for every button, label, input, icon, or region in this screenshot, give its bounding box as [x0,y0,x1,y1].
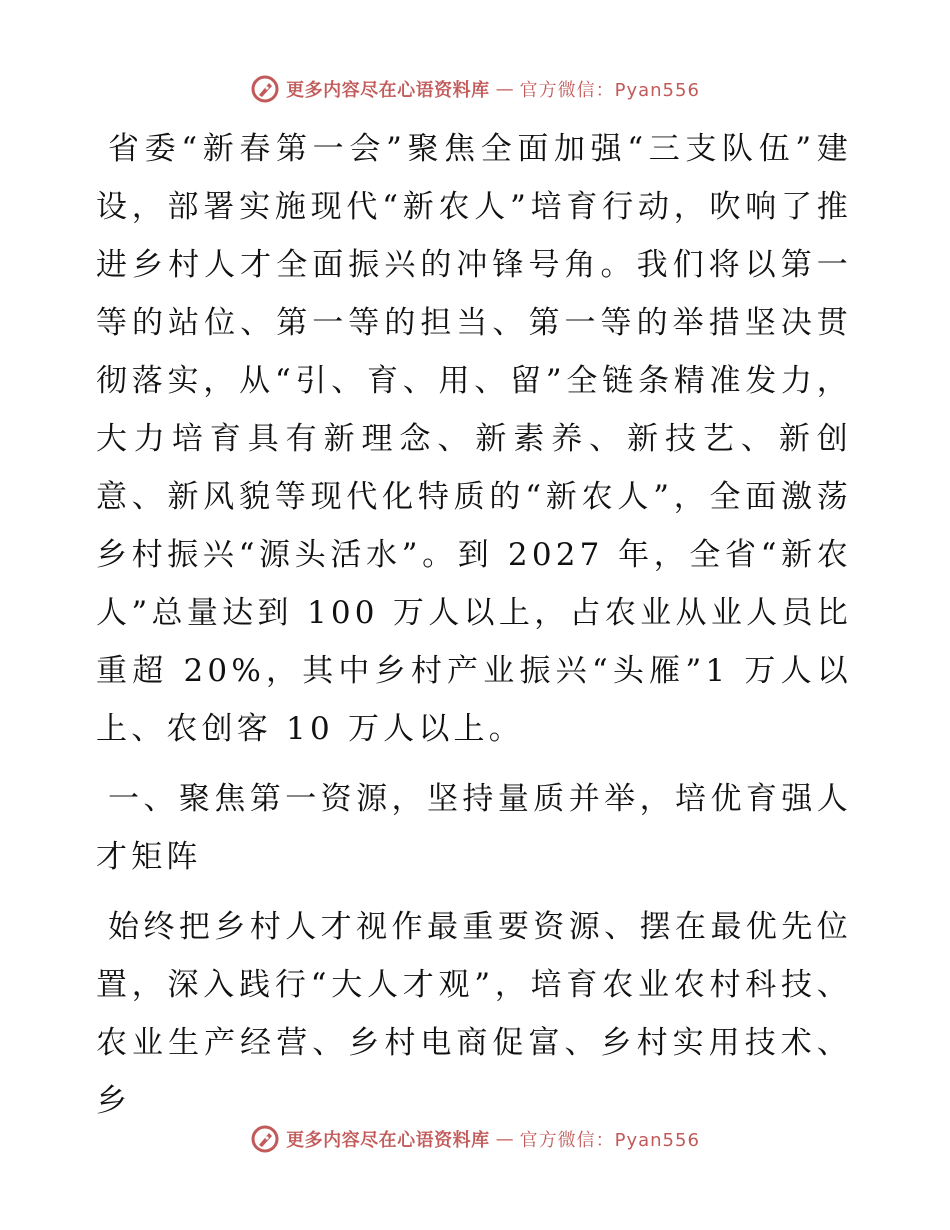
pen-nib-circle-icon [250,1124,280,1154]
watermark-footer [0,1124,950,1154]
document-body [96,120,852,1130]
paragraph-intro: 省委“新春第一会”聚焦全面加强“三支队伍”建设，部署实施现代“新农人”培育行动，吹响了推进乡村人才全面振兴的冲锋号角。我们将以第一等的站位、第一等的担当、第一等的举措坚决贯彻落实，从“引、育、用、留”全链条精准发力，大力培育具有新理念、新素养、新技艺、新创意、新风貌等现代化特质的“新农人”，全面激荡乡村振兴“源头活水”。到 2027 年，全省“新农人”总量达到 100 万人以上，占农业从业人员比重超 20%，其中乡村产业振兴“头雁”1 万人以上、农创客 10 万人以上。 [96,131,852,747]
watermark-dash: — [495,1128,514,1150]
pen-nib-circle-icon [250,74,280,104]
watermark-brand: 更多内容尽在心语资料库 [286,1130,490,1151]
watermark-brand: 更多内容尽在心语资料库 [286,80,490,101]
watermark-header [0,74,950,104]
paragraph-section-1: 始终把乡村人才视作最重要资源、摆在最优先位置，深入践行“大人才观”，培育农业农村科技、农业生产经营、乡村电商促富、乡村实用技术、乡 [96,909,852,1119]
watermark-contact: 官方微信：Pyan556 [519,80,700,101]
watermark-dash: — [495,78,514,100]
watermark-contact: 官方微信：Pyan556 [519,1130,700,1151]
section-heading-1: 一、聚焦第一资源，坚持量质并举，培优育强人才矩阵 [96,781,852,875]
